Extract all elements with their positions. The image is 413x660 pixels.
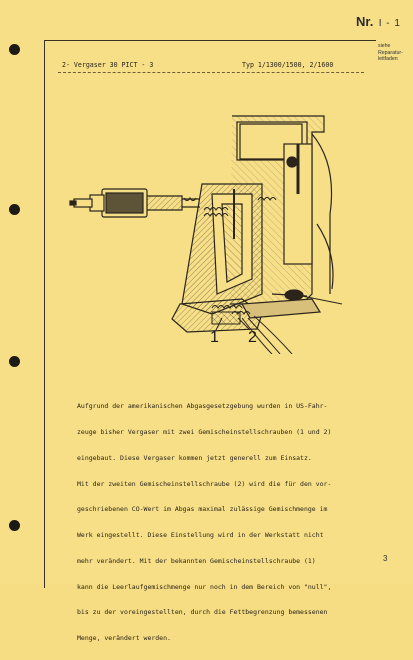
page-frame-top-rule — [44, 40, 376, 41]
side-note-line: leitfaden — [378, 56, 398, 62]
side-note-line: Reparatur- — [378, 49, 403, 56]
binder-hole — [9, 356, 20, 367]
page-number: 3 — [383, 554, 388, 563]
body-line: geschriebenen CO-Wert im Abgas maximal zulässige Gemischmenge im — [77, 505, 328, 514]
callout-1-label: 1 — [210, 329, 219, 346]
carburetor-body — [172, 116, 342, 332]
side-note-line: siehe — [378, 43, 391, 49]
body-paragraph — [77, 385, 377, 660]
body-line: Mit der zweiten Gemischeinstellschraube (2) wird die für den vor- — [77, 479, 332, 488]
body-line: bis zu der voreingestellten, durch die Fettbegrenzung bemessenen — [77, 608, 328, 617]
document-number-label: Nr. — [356, 14, 374, 29]
page-frame-left-rule — [44, 40, 45, 588]
body-line: zeuge bisher Vergaser mit zwei Gemischeinstellschrauben (1 und 2) — [77, 427, 332, 436]
section-title: 2- Vergaser 30 PICT - 3 — [62, 61, 154, 69]
body-line: Werk eingestellt. Diese Einstellung wird in der Werkstatt nicht — [77, 531, 324, 540]
document-number — [356, 14, 401, 29]
body-line: Menge, verändert werden. — [77, 634, 171, 643]
body-line: kann die Leerlaufgemischmenge nur noch in dem Bereich von "null", — [77, 582, 332, 591]
body-line: eingebaut. Diese Vergaser kommen jetzt generell zum Einsatz. — [77, 453, 312, 462]
callout-2-label: 2 — [248, 329, 257, 346]
carburetor-cross-section-diagram — [62, 104, 362, 354]
binder-hole — [9, 520, 20, 531]
vehicle-type: Typ 1/1300/1500, 2/1600 — [242, 61, 334, 69]
binder-hole — [9, 204, 20, 215]
document-number-value: I - 1 — [378, 18, 401, 29]
body-line: Aufgrund der amerikanischen Abgasgesetzgebung wurden in US-Fahr- — [77, 402, 328, 411]
header-divider — [58, 72, 364, 73]
binder-hole — [9, 44, 20, 55]
body-line: mehr verändert. Mit der bekannten Gemischeinstellschraube (1) — [77, 556, 316, 565]
cutoff-solenoid — [70, 189, 200, 217]
side-note — [378, 43, 412, 63]
